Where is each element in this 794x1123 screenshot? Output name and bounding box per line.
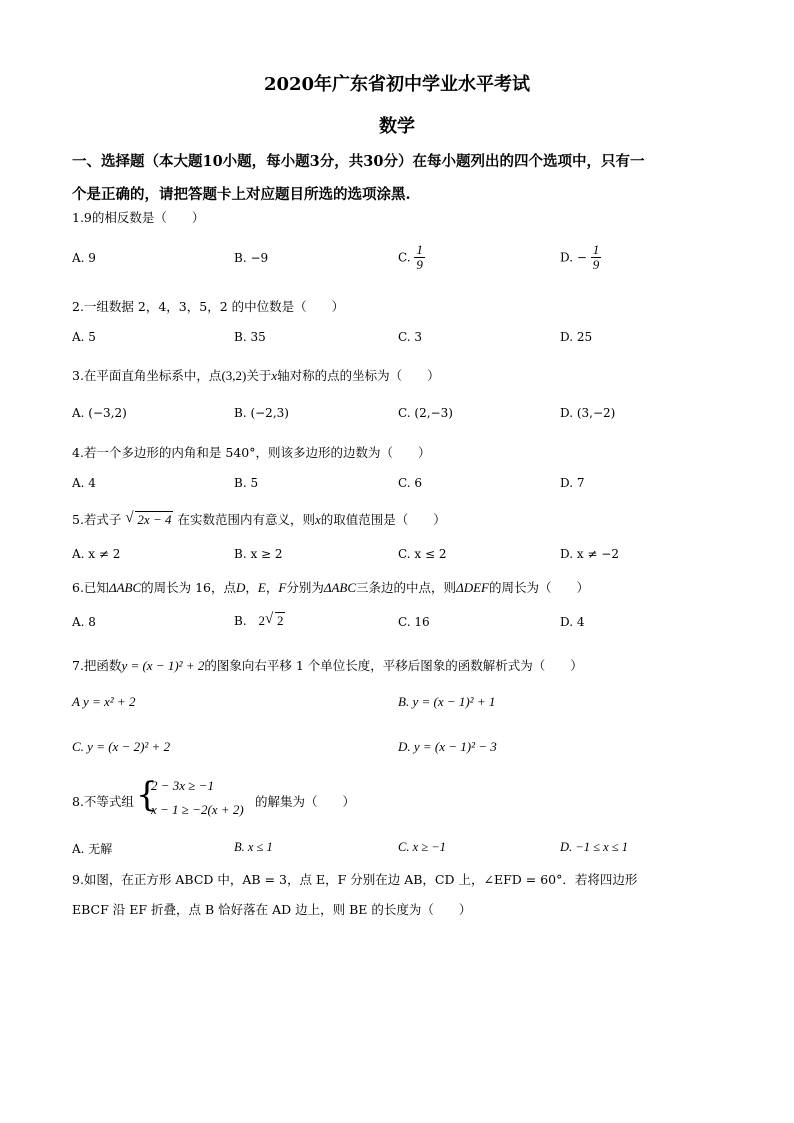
- question-8-option-d: D. −1 ≤ x ≤ 1: [560, 840, 628, 854]
- question-1-option-d: [560, 243, 601, 272]
- fraction-numerator: 1: [416, 242, 423, 257]
- left-brace-icon: {: [136, 775, 158, 815]
- question-4-option-b: B. 5: [234, 476, 259, 490]
- section-heading-line1: 一、选择题（本大题10小题，每小题3分，共30分）在每小题列出的四个选项中，只有一: [72, 153, 645, 170]
- question-7-option-b: B. y = (x − 1)² + 1: [398, 694, 496, 709]
- stem-text: 关于: [246, 368, 272, 383]
- square-root-expression: [265, 613, 286, 629]
- question-2-option-c: C. 3: [398, 330, 423, 344]
- stem-text: 轴对称的点的坐标为（ ）: [277, 368, 440, 383]
- question-8-option-b: B. x ≤ 1: [234, 840, 273, 854]
- question-6-option-c: C. 16: [398, 615, 430, 629]
- question-5-option-c: C. x ≤ 2: [398, 547, 447, 561]
- stem-text: 分别为: [286, 580, 324, 595]
- question-5-option-b: B. x ≥ 2: [234, 547, 283, 561]
- question-3-option-b: B. (−2,3): [234, 406, 289, 420]
- stem-text: 的周长为（ ）: [488, 580, 589, 595]
- variable: x: [271, 368, 278, 383]
- question-3-option-d: D. (3,−2): [560, 406, 616, 420]
- question-1-stem: 1.9的相反数是（ ）: [72, 210, 205, 225]
- question-8-stem-tail: 的解集为（ ）: [255, 794, 356, 809]
- subject-title: 数学: [379, 116, 415, 137]
- inequality-2: x − 1 ≥ −2(x + 2): [151, 802, 244, 817]
- triangle-abc: ΔABC: [323, 580, 357, 595]
- question-2-stem: 2.一组数据 2，4，3，5，2 的中位数是（ ）: [72, 299, 345, 314]
- function-expression: y = (x − 1)² + 2: [121, 658, 205, 673]
- question-3-stem: [72, 366, 440, 384]
- question-4-option-d: D. 7: [560, 476, 585, 490]
- triangle-abc: ΔABC: [108, 580, 142, 595]
- point-e: E: [257, 580, 266, 595]
- inequality-1: 2 − 3x ≥ −1: [151, 778, 214, 793]
- stem-text: 3.在平面直角坐标系中，点: [72, 368, 222, 383]
- square-root-expression: [125, 512, 173, 528]
- question-7-option-d: D. y = (x − 1)² − 3: [398, 739, 497, 754]
- point-d: D: [236, 580, 246, 595]
- question-8-option-c: C. x ≥ −1: [398, 840, 446, 854]
- question-2-option-a: A. 5: [72, 330, 96, 344]
- triangle-def: ΔDEF: [456, 580, 489, 595]
- question-4-option-a: A. 4: [72, 476, 96, 490]
- question-1-option-a: A. 9: [72, 251, 96, 265]
- fraction: [591, 243, 602, 272]
- fraction-denominator: 9: [592, 257, 600, 272]
- fraction-numerator: 1: [592, 242, 600, 257]
- point-coordinate: (3,2): [221, 368, 247, 383]
- question-3-option-a: A. (−3,2): [72, 406, 127, 420]
- question-6-stem: [72, 578, 589, 596]
- stem-text: 的图象向右平移 1 个单位长度，平移后图象的函数解析式为（ ）: [204, 658, 583, 673]
- question-8-label: 8.不等式组: [72, 794, 134, 809]
- stem-text: 5.若式子: [72, 512, 122, 527]
- question-2-option-d: D. 25: [560, 330, 593, 344]
- question-6-option-b: [234, 613, 285, 629]
- stem-text: 7.把函数: [72, 658, 122, 673]
- question-2-option-b: B. 35: [234, 330, 266, 344]
- point-f: F: [278, 580, 287, 595]
- coefficient: 2: [258, 613, 265, 628]
- question-1-option-b: B. −9: [234, 251, 269, 265]
- separator: ，: [265, 580, 279, 595]
- question-6-option-a: A. 8: [72, 615, 96, 629]
- question-7-stem: [72, 656, 583, 674]
- stem-text: 三条边的中点，则: [356, 580, 457, 595]
- section-heading-line2: 个是正确的，请把答题卡上对应题目所选的选项涂黑.: [72, 186, 411, 203]
- option-b-label: B.: [234, 614, 247, 628]
- question-8-option-a: A. 无解: [72, 842, 113, 856]
- question-5-stem: [72, 510, 446, 528]
- question-1-option-c: [398, 243, 425, 272]
- separator: ，: [245, 580, 258, 595]
- exam-title: 2020年广东省初中学业水平考试: [263, 74, 531, 95]
- question-4-stem: 4.若一个多边形的内角和是 540°，则该多边形的边数为（ ）: [72, 445, 431, 460]
- option-c-label: C.: [398, 250, 411, 265]
- fraction-denominator: 9: [416, 257, 423, 272]
- question-9-stem-line2: EBCF 沿 EF 折叠，点 B 恰好落在 AD 边上，则 BE 的长度为（ ）: [72, 902, 472, 917]
- stem-text: 的取值范围是（ ）: [320, 512, 446, 527]
- radicand: 2: [276, 613, 284, 628]
- question-9-stem-line1: 9.如图，在正方形 ABCD 中，AB = 3，点 E，F 分别在边 AB，CD 上，∠EFD = 60°．若将四边形: [72, 872, 638, 887]
- question-4-option-c: C. 6: [398, 476, 423, 490]
- radicand: 2x − 4: [137, 512, 172, 527]
- stem-text: 的周长为 16，点: [141, 580, 237, 595]
- question-6-option-d: D. 4: [560, 615, 585, 629]
- question-3-option-c: C. (2,−3): [398, 406, 453, 420]
- question-7-option-a: A y = x² + 2: [72, 694, 136, 709]
- stem-text: 在实数范围内有意义，则: [177, 512, 315, 527]
- option-d-label: D. −: [560, 250, 587, 265]
- radical-sign-icon: √: [264, 611, 274, 627]
- stem-text: 6.已知: [72, 580, 109, 595]
- variable: x: [314, 512, 321, 527]
- question-7-option-c: C. y = (x − 2)² + 2: [72, 739, 171, 754]
- radical-sign-icon: √: [125, 510, 134, 526]
- question-5-option-d: D. x ≠ −2: [560, 547, 619, 561]
- fraction: [414, 243, 425, 272]
- question-5-option-a: A. x ≠ 2: [72, 547, 121, 561]
